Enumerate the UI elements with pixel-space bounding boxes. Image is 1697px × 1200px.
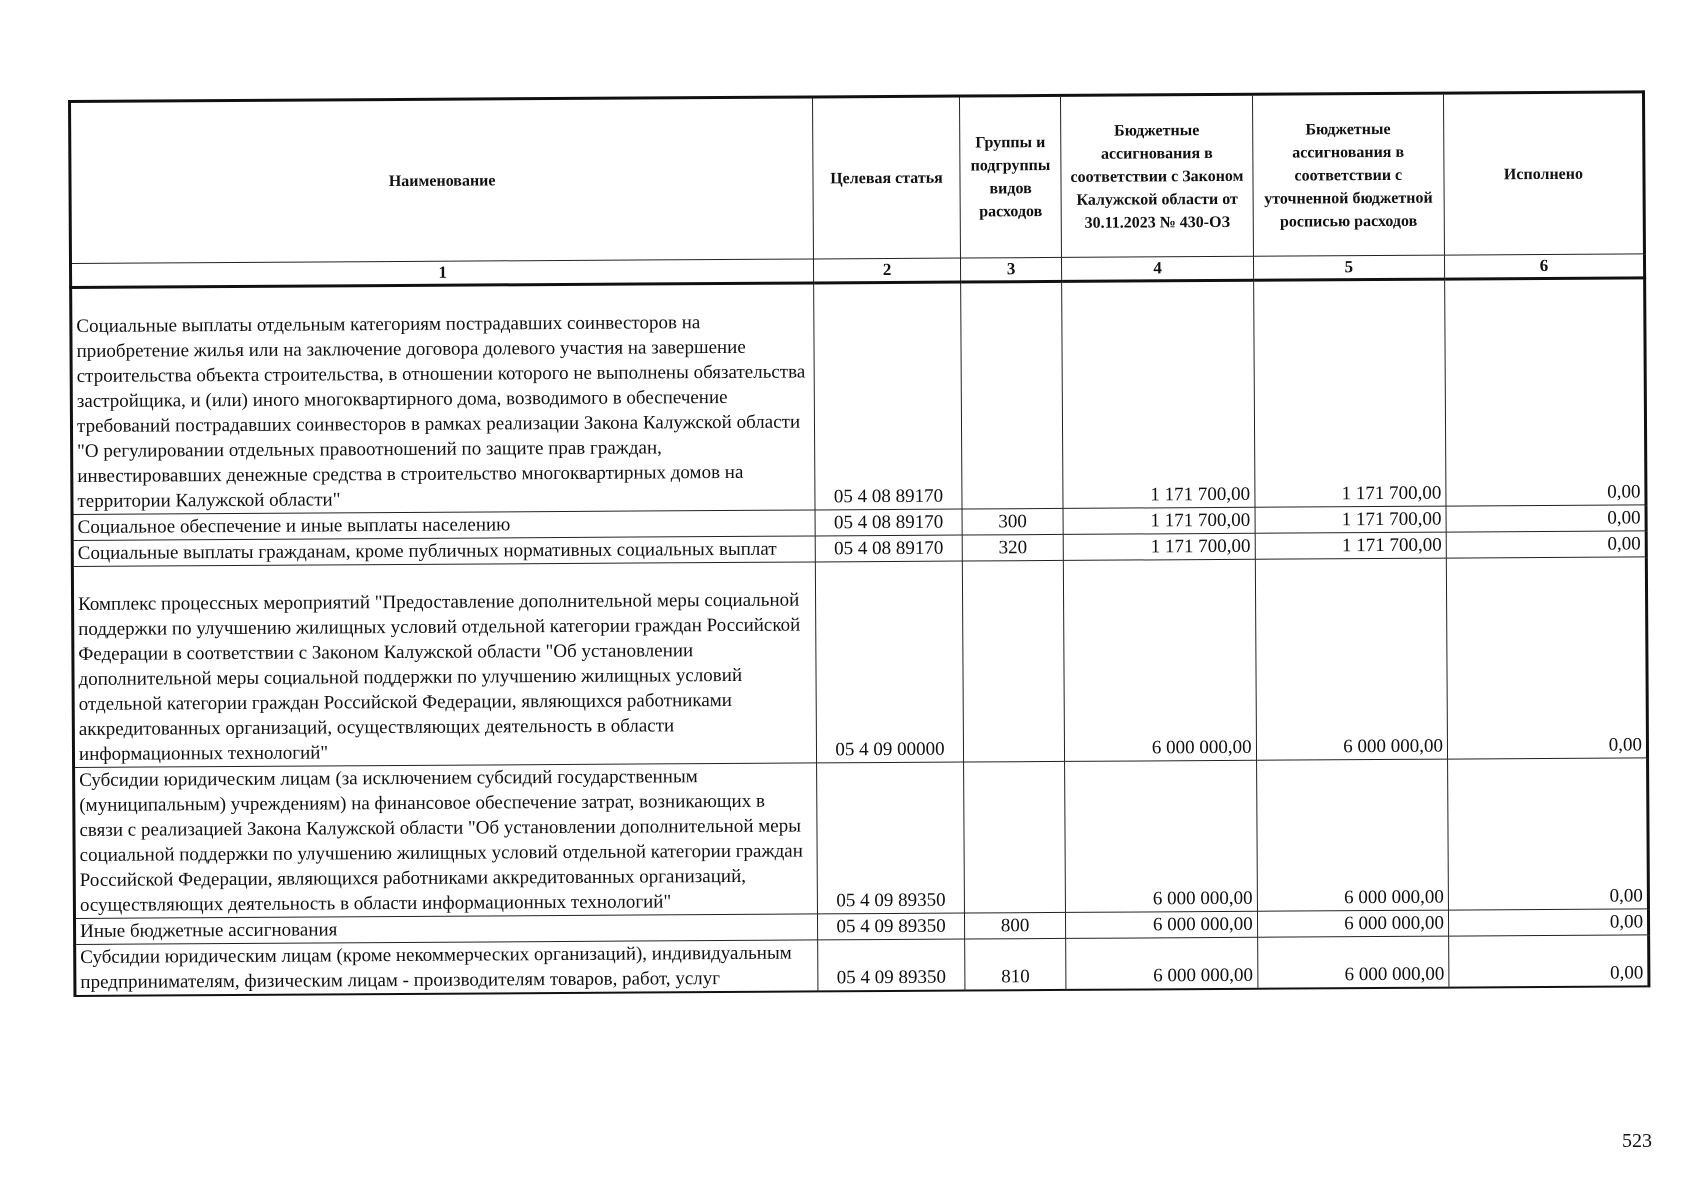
header-executed: Исполнено [1443, 92, 1644, 255]
document-sheet [68, 90, 1650, 997]
row-revised-allocation: 6 000 000,00 [1257, 910, 1448, 937]
row-law-allocation: 1 171 700,00 [1063, 507, 1254, 534]
row-name: Социальные выплаты отдельным категориям пострадавших соинвесторов на приобретение жилья или на заключение договора долевого участия на завершение строительства объекта строительства, в отношении которого не выполнены обязательства застройщика, и (или) иного многоквартирного дома, возводимого в обеспечение требований пострадавших соинвесторов в рамках реализации Закона Калужской области "О регулировании отдельных правоотношений по защите прав граждан, инвестировавших денежные средства в строительство многоквартирных домов на территории Калужской области" [71, 283, 816, 515]
row-law-allocation: 6 000 000,00 [1066, 911, 1257, 938]
table-row [74, 758, 1649, 919]
row-law-allocation: 6 000 000,00 [1064, 559, 1257, 761]
row-law-allocation: 6 000 000,00 [1066, 937, 1258, 990]
row-name: Иные бюджетные ассигнования [74, 914, 817, 945]
row-revised-allocation: 1 171 700,00 [1253, 279, 1446, 507]
row-expense-group: 300 [962, 508, 1064, 535]
row-executed: 0,00 [1446, 531, 1646, 558]
column-number: 1 [70, 259, 813, 288]
header-expense-groups: Группы и подгруппы видов расходов [959, 95, 1062, 258]
table-row [75, 935, 1649, 996]
header-revised-allocations: Бюджетные ассигнования в соответствии с уточненной бюджетной росписью расходов [1252, 93, 1444, 256]
table-header-row [70, 92, 1645, 264]
header-law-allocations: Бюджетные ассигнования в соответствии с Законом Калужской области от 30.11.2023 № 430-ОЗ [1061, 94, 1253, 257]
row-revised-allocation: 6 000 000,00 [1256, 759, 1448, 911]
row-expense-group: 810 [964, 938, 1066, 990]
table-row [72, 557, 1647, 768]
row-executed: 0,00 [1448, 909, 1648, 936]
column-number: 3 [960, 257, 1062, 282]
row-law-allocation: 1 171 700,00 [1064, 533, 1255, 560]
header-target-article: Целевая статья [813, 96, 960, 259]
table-row [71, 278, 1646, 515]
row-target-article: 05 4 08 89170 [815, 535, 962, 562]
row-target-article: 05 4 08 89170 [815, 509, 962, 536]
column-number: 5 [1253, 255, 1444, 280]
column-number: 6 [1444, 254, 1644, 279]
row-name: Социальное обеспечение и иные выплаты населению [72, 510, 815, 541]
row-executed: 0,00 [1447, 758, 1648, 910]
row-revised-allocation: 6 000 000,00 [1257, 936, 1449, 989]
row-name: Комплекс процессных мероприятий "Предоставление дополнительной меры социальной поддержки по улучшению жилищных условий отдельной категории граждан Российской Федерации в соответствии с Законом Калужской области "Об установлении дополнительной меры социальной поддержки по улучшению жилищных условий отдельной категории граждан Российской Федерации, являющихся работниками аккредитованных организаций, осуществляющих деятельность в области информационных технологий" [72, 562, 816, 768]
row-target-article: 05 4 09 89350 [818, 939, 965, 991]
row-expense-group [962, 560, 1065, 762]
row-target-article: 05 4 08 89170 [814, 282, 962, 510]
row-law-allocation: 6 000 000,00 [1065, 760, 1257, 912]
header-name: Наименование [70, 97, 814, 264]
row-executed: 0,00 [1446, 505, 1646, 532]
row-revised-allocation: 1 171 700,00 [1255, 532, 1446, 559]
row-target-article: 05 4 09 89350 [817, 762, 964, 914]
row-law-allocation: 1 171 700,00 [1062, 280, 1255, 508]
row-expense-group [963, 761, 1066, 913]
row-name: Субсидии юридическим лицам (кроме некоммерческих организаций), индивидуальным предпринимателям, физическим лицам - производителям товаров, работ, услуг [75, 940, 819, 996]
column-number: 4 [1062, 256, 1253, 281]
row-executed: 0,00 [1445, 278, 1646, 506]
row-target-article: 05 4 09 00000 [816, 561, 964, 763]
row-expense-group [960, 281, 1063, 509]
row-name: Социальные выплаты гражданам, кроме публичных нормативных социальных выплат [72, 536, 815, 567]
row-revised-allocation: 6 000 000,00 [1255, 558, 1448, 760]
column-number: 2 [814, 258, 961, 283]
row-executed: 0,00 [1446, 557, 1647, 759]
row-expense-group: 800 [964, 912, 1066, 939]
budget-table [68, 90, 1650, 997]
row-target-article: 05 4 09 89350 [818, 913, 965, 940]
row-executed: 0,00 [1449, 935, 1649, 988]
page-number: 523 [1622, 1130, 1652, 1152]
row-expense-group: 320 [962, 534, 1064, 561]
row-revised-allocation: 1 171 700,00 [1255, 506, 1446, 533]
row-name: Субсидии юридическим лицам (за исключением субсидий государственным (муниципальным) учреждениям) на финансовое обеспечение затрат, возникающих в связи с реализацией Закона Калужской области "Об установлении дополнительной меры социальной поддержки по улучшению жилищных условий отдельной категории граждан Российской Федерации, являющихся работниками аккредитованных организаций, осуществляющих деятельность в области информационных технологий" [74, 763, 818, 919]
